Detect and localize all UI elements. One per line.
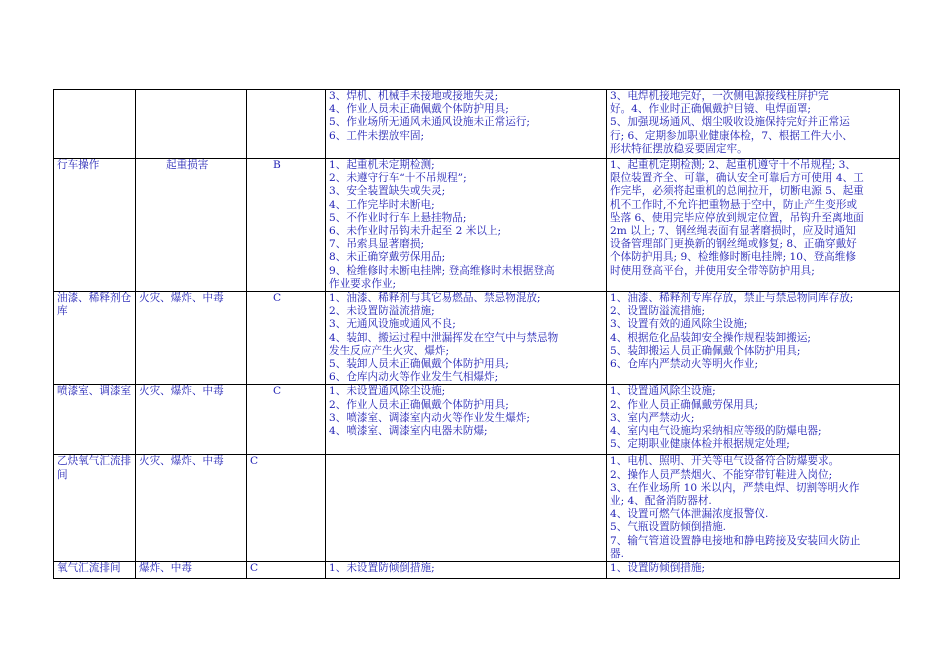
table-row — [54, 562, 900, 579]
cause-line: 2、未设置防溢流措施; — [329, 305, 435, 318]
measure-line: 5、加强现场通风、烟尘吸收设施保持完好并正常运 — [610, 116, 850, 129]
control-measures-cell — [607, 90, 900, 159]
measure-line: 3、电焊机接地完好，一次侧电源接线柱屏护完 — [610, 90, 829, 102]
measure-line: 6、仓库内严禁动火等明火作业; — [610, 358, 759, 371]
measure-line: 好。4、作业时正确佩戴护目镜、电焊面罩; — [610, 103, 811, 116]
hazard-causes-cell — [326, 292, 607, 385]
measure-line: 2m 以上; 7、钢丝绳表面有显著磨损时，应及时通知 — [610, 225, 856, 238]
measure-line: 个体防护用具; 9、检维修时断电挂牌; 10、登高维修 — [610, 251, 856, 264]
operation-cell: 油漆、稀释剂仓库 — [54, 292, 136, 385]
cause-line: 7、吊索具显著磨损; — [329, 238, 425, 251]
measure-line: 5、气瓶设置防倾倒措施. — [610, 521, 727, 534]
measure-line: 时使用登高平台，并使用安全带等防护用具; — [610, 264, 815, 277]
measure-line: 1、电机、照明、开关等电气设备符合防爆要求。 — [610, 455, 840, 468]
hazard-causes-cell — [326, 159, 607, 292]
measure-line: 形状特征摆放稳妥要固定牢。 — [610, 142, 748, 155]
cause-line: 4、工作完毕时未断电; — [329, 198, 435, 211]
risk-level-cell: C — [247, 385, 326, 455]
control-measures-cell — [607, 562, 900, 579]
table-row — [54, 292, 900, 385]
hazard-cell: 火灾、爆炸、中毒 — [136, 455, 247, 562]
cause-line: 1、未设置通风除尘设施; — [329, 385, 446, 398]
cause-line: 5、作业场所无通风未通风设施未正常运行; — [329, 116, 530, 129]
risk-level-cell: C — [247, 455, 326, 562]
cause-line: 3、喷漆室、调漆室内动火等作业发生爆炸; — [329, 411, 530, 424]
hazard-cell: 火灾、爆炸、中毒 — [136, 385, 247, 455]
cause-line: 3、安全装置缺失或失灵; — [329, 185, 446, 198]
measure-line: 2、作业人员正确佩戴劳保用具; — [610, 398, 759, 411]
table-row — [54, 385, 900, 455]
measure-line: 2、设置防溢流措施; — [610, 305, 706, 318]
cause-line: 4、喷漆室、调漆室内电器未防爆; — [329, 425, 488, 438]
risk-level-cell — [247, 90, 326, 159]
measure-line: 器. — [610, 547, 624, 560]
hazard-cell: 起重损害 — [136, 159, 247, 292]
table-row — [54, 159, 900, 292]
measure-line: 作完毕，必须将起重机的总闸拉开，切断电源 5、起重 — [610, 185, 864, 198]
measure-line: 行; 6、定期参加职业健康体检，7、根据工件大小、 — [610, 129, 853, 142]
cause-line: 5、不作业时行车上悬挂物品; — [329, 211, 467, 224]
cause-line: 1、未设置防倾倒措施; — [329, 562, 435, 575]
measure-line: 5、装卸搬运人员正确佩戴个体防护用具; — [610, 344, 801, 357]
measure-line: 3、室内严禁动火; — [610, 411, 695, 424]
risk-control-table — [53, 89, 900, 579]
hazard-causes-cell — [326, 90, 607, 159]
operation-cell: 氧气汇流排间 — [54, 562, 136, 579]
table-row — [54, 455, 900, 562]
control-measures-cell — [607, 292, 900, 385]
control-measures-cell — [607, 385, 900, 455]
control-measures-cell — [607, 455, 900, 562]
hazard-cell — [136, 90, 247, 159]
measure-line: 业; 4、配备消防器材. — [610, 495, 712, 508]
risk-level-cell: C — [247, 292, 326, 385]
cause-line: 3、焊机、机械手未接地或接地失灵; — [329, 90, 499, 102]
cause-line: 1、起重机未定期检测; — [329, 159, 435, 171]
measure-line: 7、输气管道设置静电接地和静电跨接及安装回火防止 — [610, 534, 861, 547]
cause-line: 4、装卸、搬运过程中泄漏挥发在空气中与禁忌物 — [329, 331, 559, 344]
measure-line: 5、定期职业健康体检并根据规定处理; — [610, 438, 790, 451]
hazard-cell: 爆炸、中毒 — [136, 562, 247, 579]
hazard-cell: 火灾、爆炸、中毒 — [136, 292, 247, 385]
measure-line: 3、设置有效的通风除尘设施; — [610, 318, 748, 331]
measure-line: 机不工作时,不允许把重物悬于空中，防止产生变形或 — [610, 198, 858, 211]
table-row — [54, 90, 900, 159]
cause-line: 作业要求作业; — [329, 277, 397, 290]
cause-line: 2、未遵守行车“十不吊规程”; — [329, 172, 467, 185]
operation-cell: 行车操作 — [54, 159, 136, 292]
measure-line: 2、操作人员严禁烟火、不能穿带钉鞋进入岗位; — [610, 468, 833, 481]
cause-line: 2、作业人员未正确佩戴个体防护用具; — [329, 398, 509, 411]
cause-line: 6、未作业时吊钩未升起至 2 米以上; — [329, 225, 502, 238]
cause-line: 9、检维修时未断电挂牌; 登高维修时未根据登高 — [329, 264, 555, 277]
cause-line: 发生反应产生火灾、爆炸; — [329, 344, 450, 357]
measure-line: 1、起重机定期检测; 2、起重机遵守十不吊规程; 3、 — [610, 159, 856, 171]
hazard-causes-cell — [326, 562, 607, 579]
measure-line: 1、设置防倾倒措施; — [610, 562, 706, 575]
cause-line: 4、作业人员未正确佩戴个体防护用具; — [329, 103, 509, 116]
cause-line: 6、工件未摆放牢固; — [329, 129, 425, 142]
measure-line: 设备管理部门更换新的钢丝绳或修复; 8、正确穿戴好 — [610, 238, 857, 251]
cause-line: 6、仓库内动火等作业发生气相爆炸; — [329, 371, 499, 384]
measure-line: 1、设置通风除尘设施; — [610, 385, 716, 398]
measure-line: 4、室内电气设施均采纳相应等级的防爆电器; — [610, 425, 822, 438]
measure-line: 坠落 6、使用完毕应停放到规定位置，吊钩升至离地面 — [610, 211, 864, 224]
measure-line: 3、在作业场所 10 米以内，严禁电焊、切割等明火作 — [610, 481, 860, 494]
hazard-causes-cell — [326, 455, 607, 562]
cause-line: 5、装卸人员未正确佩戴个体防护用具; — [329, 358, 509, 371]
cause-line: 1、油漆、稀释剂与其它易燃品、禁忌物混放; — [329, 292, 541, 305]
cause-line: 8、未正确穿戴劳保用品; — [329, 251, 446, 264]
hazard-causes-cell — [326, 385, 607, 455]
operation-cell: 喷漆室、调漆室 — [54, 385, 136, 455]
measure-line: 4、根据危化品装卸安全操作规程装卸搬运; — [610, 331, 811, 344]
operation-cell — [54, 90, 136, 159]
risk-level-cell: B — [247, 159, 326, 292]
risk-level-cell: C — [247, 562, 326, 579]
cause-line: 3、无通风设施或通风不良; — [329, 318, 456, 331]
measure-line: 限位装置齐全、可靠，确认安全可靠后方可使用 4、工 — [610, 172, 864, 185]
operation-cell: 乙炔氧气汇流排间 — [54, 455, 136, 562]
measure-line: 1、油漆、稀释剂专库存放，禁止与禁忌物同库存放; — [610, 292, 854, 305]
control-measures-cell — [607, 159, 900, 292]
measure-line: 4、设置可燃气体泄漏浓度报警仪. — [610, 508, 769, 521]
